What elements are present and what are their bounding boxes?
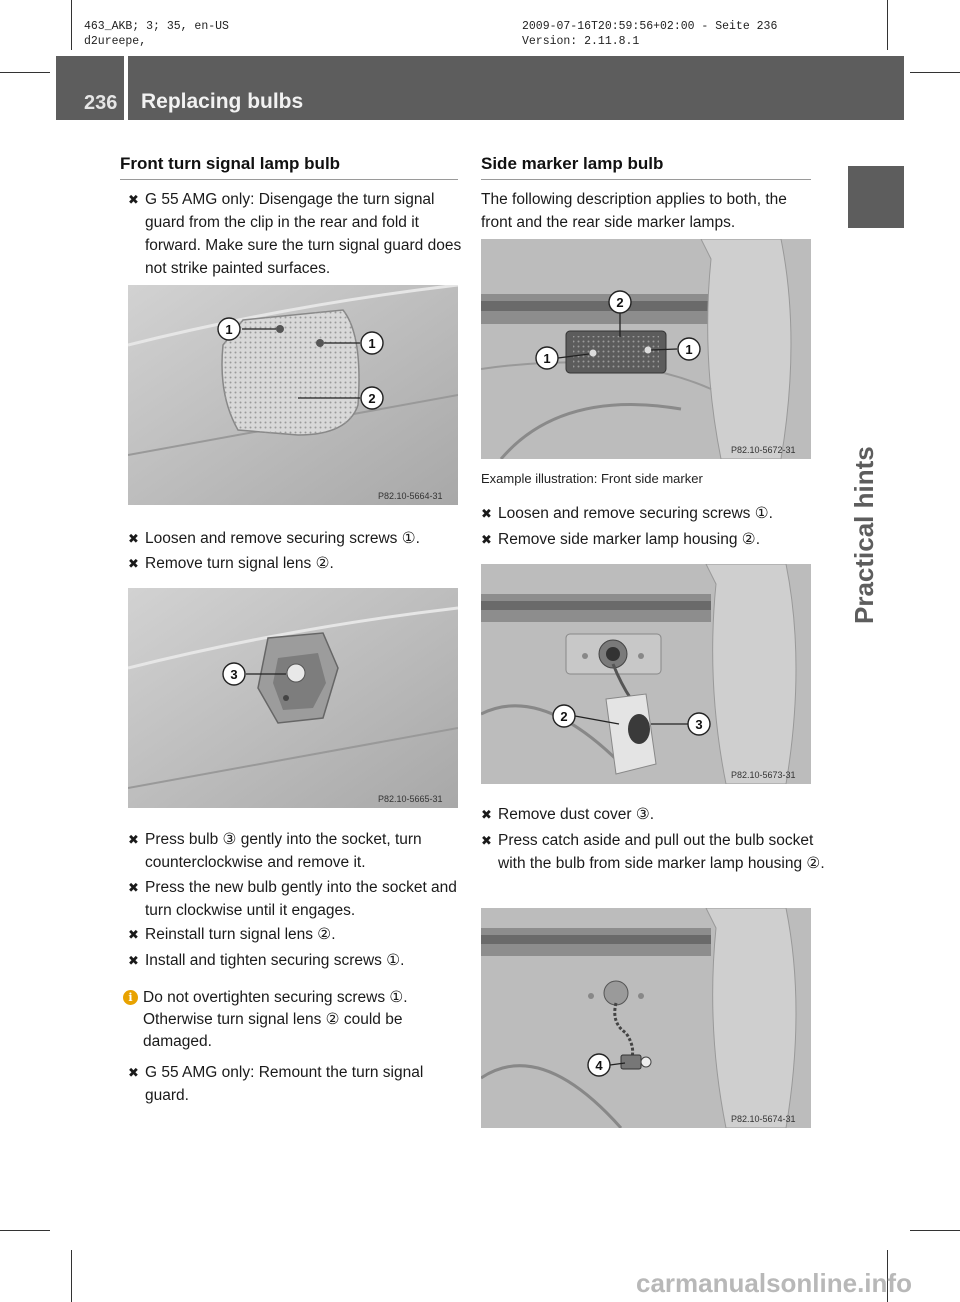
step-arrow-icon: ✖ — [128, 192, 139, 207]
callout-1a — [218, 318, 240, 340]
step-text: Press bulb ③ gently into the socket, turn counterclockwise and remove it. — [145, 831, 422, 871]
crop-mark — [910, 1230, 960, 1231]
callout-1b — [361, 332, 383, 354]
heading-rule — [481, 179, 811, 180]
callout-label: 1 — [685, 342, 693, 357]
step-item — [128, 1061, 465, 1107]
figure-bulb-socket — [481, 908, 811, 1128]
step-text: Loosen and remove securing screws ①. — [498, 505, 773, 522]
callout-3 — [223, 663, 245, 685]
figure-code: P82.10-5674-31 — [731, 1114, 796, 1124]
step-item — [481, 502, 828, 525]
figure-caption: Example illustration: Front side marker — [481, 471, 703, 486]
crop-mark — [0, 1230, 50, 1231]
info-text: Do not overtighten securing screws ①. Otherwise turn signal lens ② could be damaged. — [143, 989, 408, 1050]
step-text: Press catch aside and pull out the bulb socket with the bulb from side marker lamp housing ②. — [498, 832, 825, 872]
heading-rule — [120, 179, 458, 180]
callout-1a — [536, 347, 558, 369]
callout-2 — [609, 291, 631, 313]
callout-label: 1 — [543, 351, 551, 366]
section-heading-side-marker: Side marker lamp bulb — [481, 154, 664, 173]
step-arrow-icon: ✖ — [128, 953, 139, 968]
callout-2 — [553, 705, 575, 727]
crop-mark — [887, 0, 888, 50]
callout-label: 3 — [695, 717, 703, 732]
step-arrow-icon: ✖ — [128, 531, 139, 546]
figure-turn-signal-bulb — [128, 588, 458, 808]
step-text: Reinstall turn signal lens ②. — [145, 926, 336, 943]
figure-code: P82.10-5672-31 — [731, 445, 796, 455]
step-text: Install and tighten securing screws ①. — [145, 952, 405, 969]
step-text: Remove side marker lamp housing ②. — [498, 531, 761, 548]
callout-label: 1 — [368, 336, 376, 351]
figure-turn-signal-lens — [128, 285, 458, 505]
step-item — [128, 527, 465, 550]
side-tab-marker — [848, 166, 904, 228]
step-text: G 55 AMG only: Disengage the turn signal guard from the clip in the rear and fold it forward. Make sure the turn signal guard does not strike painted surfaces. — [145, 191, 462, 277]
crop-mark — [71, 1250, 72, 1302]
crop-mark — [0, 72, 50, 73]
crop-mark — [910, 72, 960, 73]
step-text: Loosen and remove securing screws ①. — [145, 530, 420, 547]
step-item — [128, 923, 465, 946]
watermark: carmanualsonline.info — [636, 1268, 912, 1298]
print-meta-right-2: Version: 2.11.8.1 — [522, 35, 640, 48]
step-item — [128, 828, 465, 874]
step-arrow-icon: ✖ — [481, 807, 492, 822]
step-text: G 55 AMG only: Remount the turn signal guard. — [145, 1064, 424, 1104]
step-item — [481, 829, 828, 875]
print-meta-right — [522, 19, 777, 49]
step-item — [128, 949, 465, 972]
step-arrow-icon: ✖ — [128, 1065, 139, 1080]
figure-code: P82.10-5665-31 — [378, 794, 443, 804]
step-item — [481, 803, 828, 826]
chapter-title: Replacing bulbs — [141, 90, 304, 113]
step-item — [128, 552, 465, 575]
figure-side-marker — [481, 239, 811, 459]
step-arrow-icon: ✖ — [128, 880, 139, 895]
section-heading-front-turn-signal: Front turn signal lamp bulb — [120, 154, 341, 173]
info-icon: i — [123, 990, 138, 1005]
callout-label: 2 — [560, 709, 568, 724]
crop-mark — [71, 0, 72, 50]
step-arrow-icon: ✖ — [481, 532, 492, 547]
step-arrow-icon: ✖ — [481, 506, 492, 521]
intro-paragraph: The following description applies to both, the front and the rear side marker lamps. — [481, 191, 787, 231]
callout-label: 4 — [595, 1058, 603, 1073]
step-text: Remove dust cover ③. — [498, 806, 655, 823]
print-meta-left-1: 463_AKB; 3; 35, en-US — [84, 20, 229, 33]
step-item — [128, 876, 465, 922]
print-meta-left — [84, 19, 229, 49]
callout-label: 3 — [230, 667, 238, 682]
print-meta-left-2: d2ureepe, — [84, 35, 147, 48]
callout-label: 2 — [616, 295, 624, 310]
step-arrow-icon: ✖ — [128, 927, 139, 942]
side-tab-text: Practical hints — [849, 446, 879, 624]
figure-side-marker-housing — [481, 564, 811, 784]
step-arrow-icon: ✖ — [481, 833, 492, 848]
step-arrow-icon: ✖ — [128, 832, 139, 847]
step-text: Remove turn signal lens ②. — [145, 555, 334, 572]
step-arrow-icon: ✖ — [128, 556, 139, 571]
step-item — [481, 528, 828, 551]
page-number: 236 — [84, 92, 118, 114]
callout-3 — [688, 713, 710, 735]
figure-code: P82.10-5673-31 — [731, 770, 796, 780]
figure-code: P82.10-5664-31 — [378, 491, 443, 501]
step-text: Press the new bulb gently into the socket and turn clockwise until it engages. — [145, 879, 457, 919]
callout-label: 1 — [225, 322, 233, 337]
info-note — [123, 987, 468, 1053]
print-meta-right-1: 2009-07-16T20:59:56+02:00 - Seite 236 — [522, 20, 778, 33]
callout-label: 2 — [368, 391, 376, 406]
callout-1b — [678, 338, 700, 360]
callout-2 — [361, 387, 383, 409]
step-item — [128, 188, 465, 280]
callout-4 — [588, 1054, 610, 1076]
